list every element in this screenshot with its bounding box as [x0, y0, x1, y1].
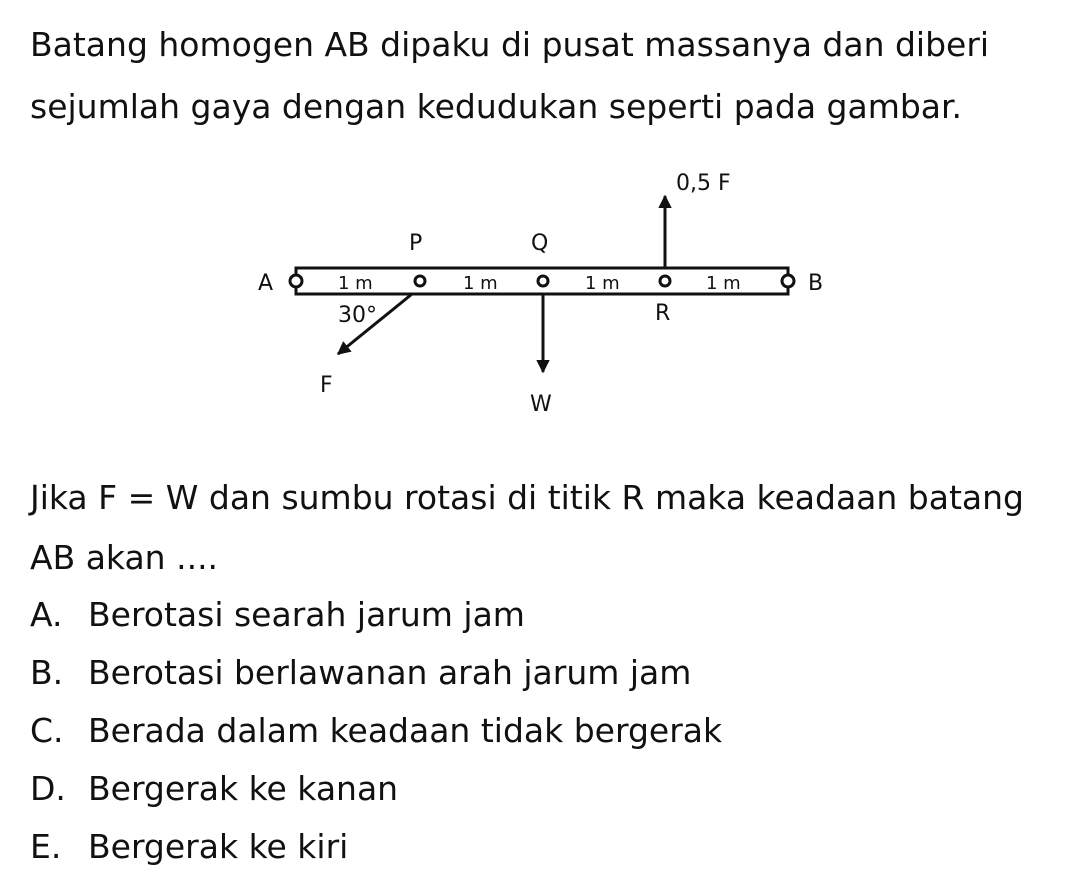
option-a[interactable] [30, 586, 722, 644]
segment-label-3: 1 m [585, 273, 620, 294]
point-r-marker [660, 276, 670, 286]
question-text: Batang homogen AB dipaku di pusat massanya dan diberi sejumlah gaya dengan kedudukan seperti pada gambar. [30, 25, 990, 126]
label-force-up: 0,5 F [676, 171, 731, 196]
segment-label-1: 1 m [338, 273, 373, 294]
label-a: A [258, 271, 274, 296]
option-letter: C. [30, 711, 64, 750]
option-text: Bergerak ke kiri [88, 827, 349, 866]
end-pin-b [782, 275, 794, 287]
option-letter: D. [30, 769, 66, 808]
option-c[interactable] [30, 702, 722, 760]
option-text: Berada dalam keadaan tidak bergerak [88, 711, 723, 750]
option-text: Berotasi berlawanan arah jarum jam [88, 653, 692, 692]
point-p-marker [415, 276, 425, 286]
option-letter: A. [30, 595, 63, 634]
answer-options [30, 586, 722, 876]
option-text: Bergerak ke kanan [88, 769, 399, 808]
label-r: R [655, 301, 671, 326]
option-e[interactable] [30, 818, 722, 876]
label-b: B [808, 271, 824, 296]
segment-label-4: 1 m [706, 273, 741, 294]
option-text: Berotasi searah jarum jam [88, 595, 525, 634]
option-b[interactable] [30, 644, 722, 702]
label-force-angled: F [320, 373, 333, 398]
label-p: P [409, 231, 423, 256]
option-letter: E. [30, 827, 62, 866]
label-angle: 30° [338, 303, 377, 328]
end-pin-a [290, 275, 302, 287]
option-d[interactable] [30, 760, 722, 818]
label-q: Q [531, 231, 549, 256]
segment-label-2: 1 m [463, 273, 498, 294]
point-q-marker [538, 276, 548, 286]
condition-text: Jika F = W dan sumbu rotasi di titik R maka keadaan batang AB akan .... [30, 478, 1024, 577]
label-force-down: W [530, 392, 552, 417]
option-letter: B. [30, 653, 64, 692]
